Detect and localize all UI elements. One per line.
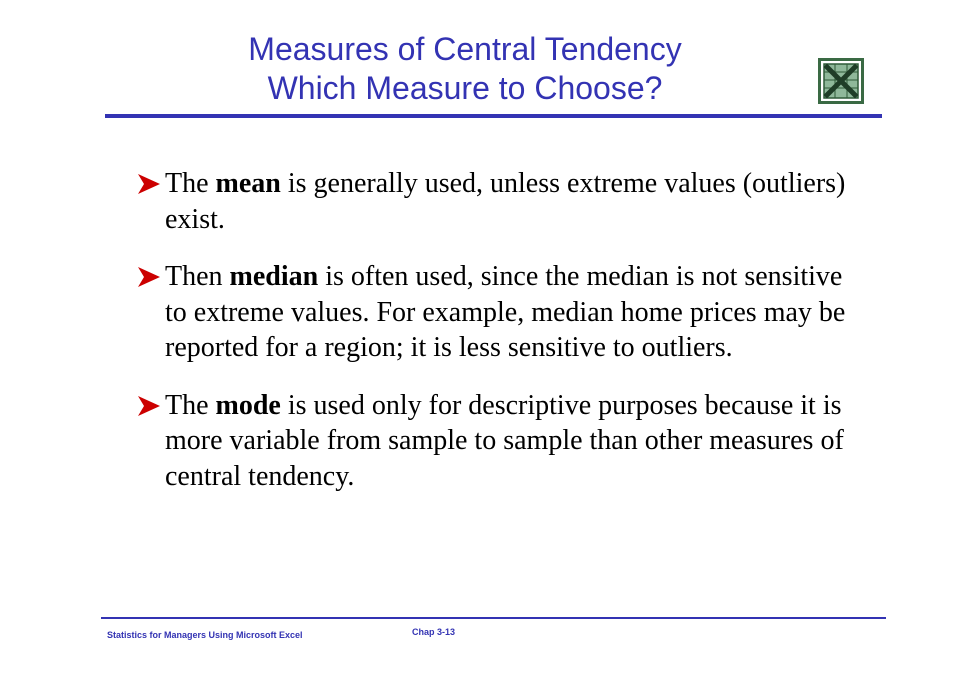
arrow-bullet-icon bbox=[137, 395, 161, 417]
bullet-median: Then median is often used, since the median is not sensitive to extreme values. For example, median home prices may be reported for a region; it is less sensitive to outliers. bbox=[137, 259, 867, 366]
title-underline bbox=[105, 114, 882, 118]
title-line-1: Measures of Central Tendency bbox=[248, 31, 682, 67]
slide-title bbox=[140, 30, 790, 108]
footer-page-number: Chap 3-13 bbox=[412, 627, 456, 637]
bullet-list bbox=[137, 166, 867, 516]
excel-icon bbox=[818, 58, 864, 104]
bullet-mode: The mode is used only for descriptive purposes because it is more variable from sample to sample than other measures of central tendency. bbox=[137, 388, 867, 495]
arrow-bullet-icon bbox=[137, 173, 161, 195]
title-line-2: Which Measure to Choose? bbox=[267, 70, 663, 106]
arrow-bullet-icon bbox=[137, 266, 161, 288]
term-median: median bbox=[229, 261, 319, 292]
bullet-mean: The mean is generally used, unless extreme values (outliers) exist. bbox=[137, 166, 867, 237]
footer-source: Statistics for Managers Using Microsoft Excel bbox=[107, 630, 303, 640]
term-mean: mean bbox=[215, 168, 281, 199]
footer-divider bbox=[101, 617, 886, 619]
term-mode: mode bbox=[215, 389, 281, 421]
